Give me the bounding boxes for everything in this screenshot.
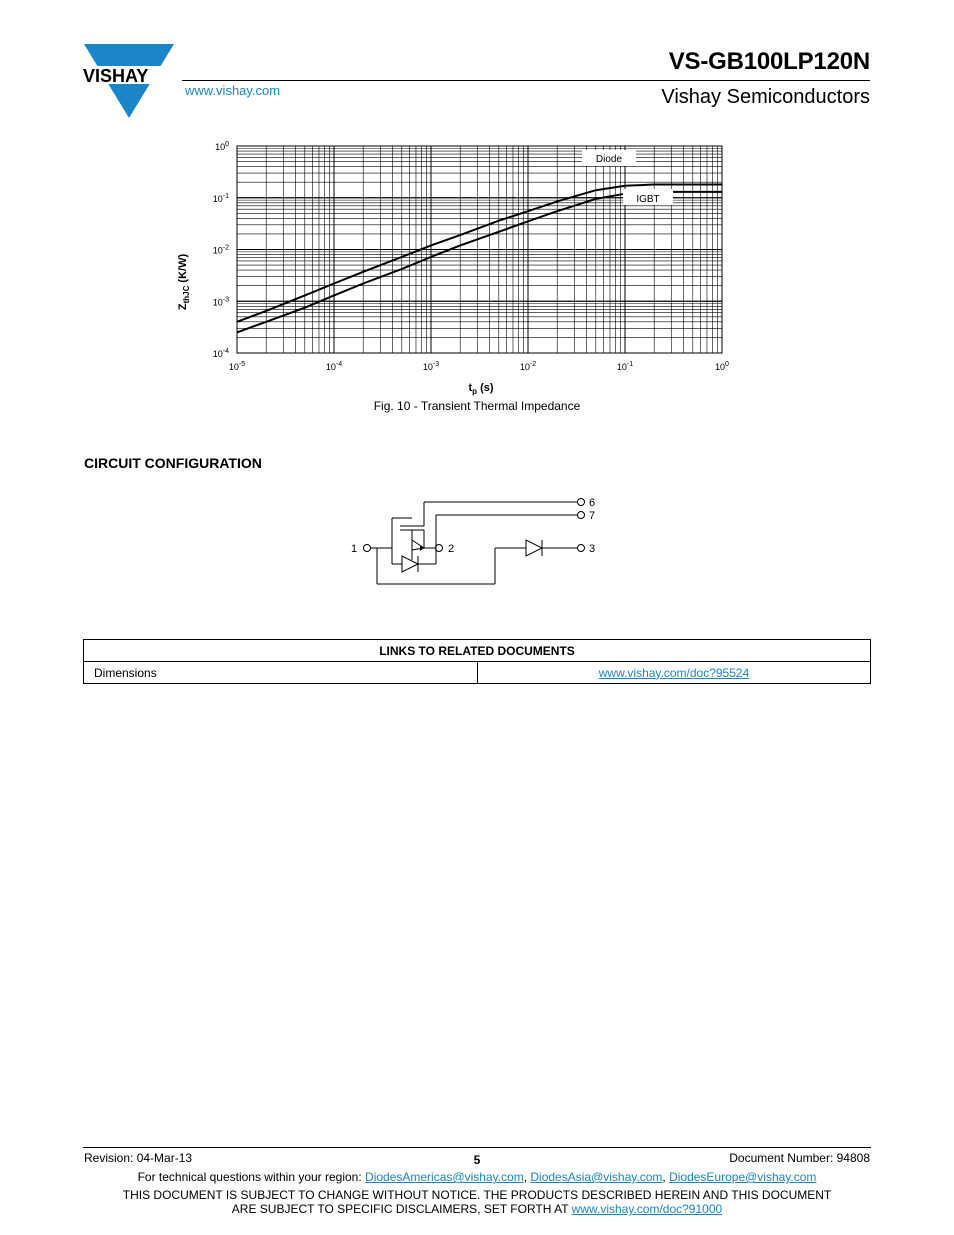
chart-series-layer xyxy=(237,185,722,333)
email-americas-link[interactable]: DiodesAmericas@vishay.com xyxy=(365,1170,524,1184)
contact-prefix: For technical questions within your region: xyxy=(137,1170,366,1184)
x-tick-label: $10^0$ xyxy=(715,361,729,372)
figure-caption: Fig. 10 - Transient Thermal Impedance xyxy=(373,399,581,413)
footer-divider xyxy=(83,1147,871,1148)
email-europe-link[interactable]: DiodesEurope@vishay.com xyxy=(669,1170,817,1184)
document-number: Document Number: 94808 xyxy=(729,1151,870,1165)
company-name: Vishay Semiconductors xyxy=(661,86,870,108)
circuit-configuration-heading: CIRCUIT CONFIGURATION xyxy=(84,455,262,471)
series-label-igbt: IGBT xyxy=(636,194,660,205)
links-table xyxy=(83,639,871,684)
y-tick-label: $10^{-2}$ xyxy=(212,244,229,256)
circuit-diagram xyxy=(340,490,610,590)
chart-grid xyxy=(237,146,722,353)
header-divider xyxy=(182,80,870,81)
disclaimer-line-2-prefix: ARE SUBJECT TO SPECIFIC DISCLAIMERS, SET FORTH AT xyxy=(231,1202,572,1216)
links-table-header-row xyxy=(84,640,871,662)
thermal-impedance-chart xyxy=(170,132,750,417)
disclaimer-link[interactable]: www.vishay.com/doc?91000 xyxy=(571,1202,723,1216)
part-number-title: VS-GB100LP120N xyxy=(668,48,870,75)
y-axis-label: $Z_{thJC}$ (K/W) xyxy=(177,253,191,311)
y-tick-label: $10^{-1}$ xyxy=(212,192,229,204)
vishay-logo xyxy=(82,42,178,120)
links-table-header: LINKS TO RELATED DOCUMENTS xyxy=(84,640,871,662)
disclaimer-line-1: THIS DOCUMENT IS SUBJECT TO CHANGE WITHOUT NOTICE. THE PRODUCTS DESCRIBED HEREIN AND THIS DOCUMENT xyxy=(122,1188,832,1202)
disclaimer xyxy=(0,1188,954,1216)
series-line-igbt xyxy=(237,192,722,333)
series-label-diode: Diode xyxy=(595,154,623,165)
revision-text: Revision: 04-Mar-13 xyxy=(84,1151,193,1165)
x-axis-label: $t_p$ (s) xyxy=(468,382,494,396)
terminal-label-7: 7 xyxy=(589,510,596,522)
links-table-label: Dimensions xyxy=(84,662,478,684)
terminal-label-3: 3 xyxy=(589,543,596,555)
y-tick-label: $10^0$ xyxy=(215,141,229,152)
dimensions-link[interactable]: www.vishay.com/doc?95524 xyxy=(598,665,750,680)
logo-text: VISHAY xyxy=(83,66,149,86)
email-asia-link[interactable]: DiodesAsia@vishay.com xyxy=(530,1170,663,1184)
links-table-link-cell xyxy=(478,662,871,684)
y-tick-label: $10^{-4}$ xyxy=(212,348,229,359)
x-tick-label: $10^{-5}$ xyxy=(228,361,246,372)
website-link[interactable]: www.vishay.com xyxy=(185,83,281,98)
y-tick-label: $10^{-3}$ xyxy=(212,296,229,308)
terminal-label-6: 6 xyxy=(589,497,596,509)
x-tick-label: $10^{-2}$ xyxy=(519,361,537,372)
table-row xyxy=(84,662,871,684)
page-number: 5 xyxy=(473,1153,481,1167)
contact-line: For technical questions within your region: DiodesAmericas@vishay.com, DiodesAsia@vishay.com, DiodesEurope@vishay.com xyxy=(137,1170,817,1184)
x-tick-label: $10^{-1}$ xyxy=(616,361,634,372)
terminal-label-2: 2 xyxy=(448,543,455,555)
terminal-label-1: 1 xyxy=(351,543,358,555)
x-tick-label: $10^{-3}$ xyxy=(422,361,440,372)
x-tick-label: $10^{-4}$ xyxy=(325,361,343,372)
